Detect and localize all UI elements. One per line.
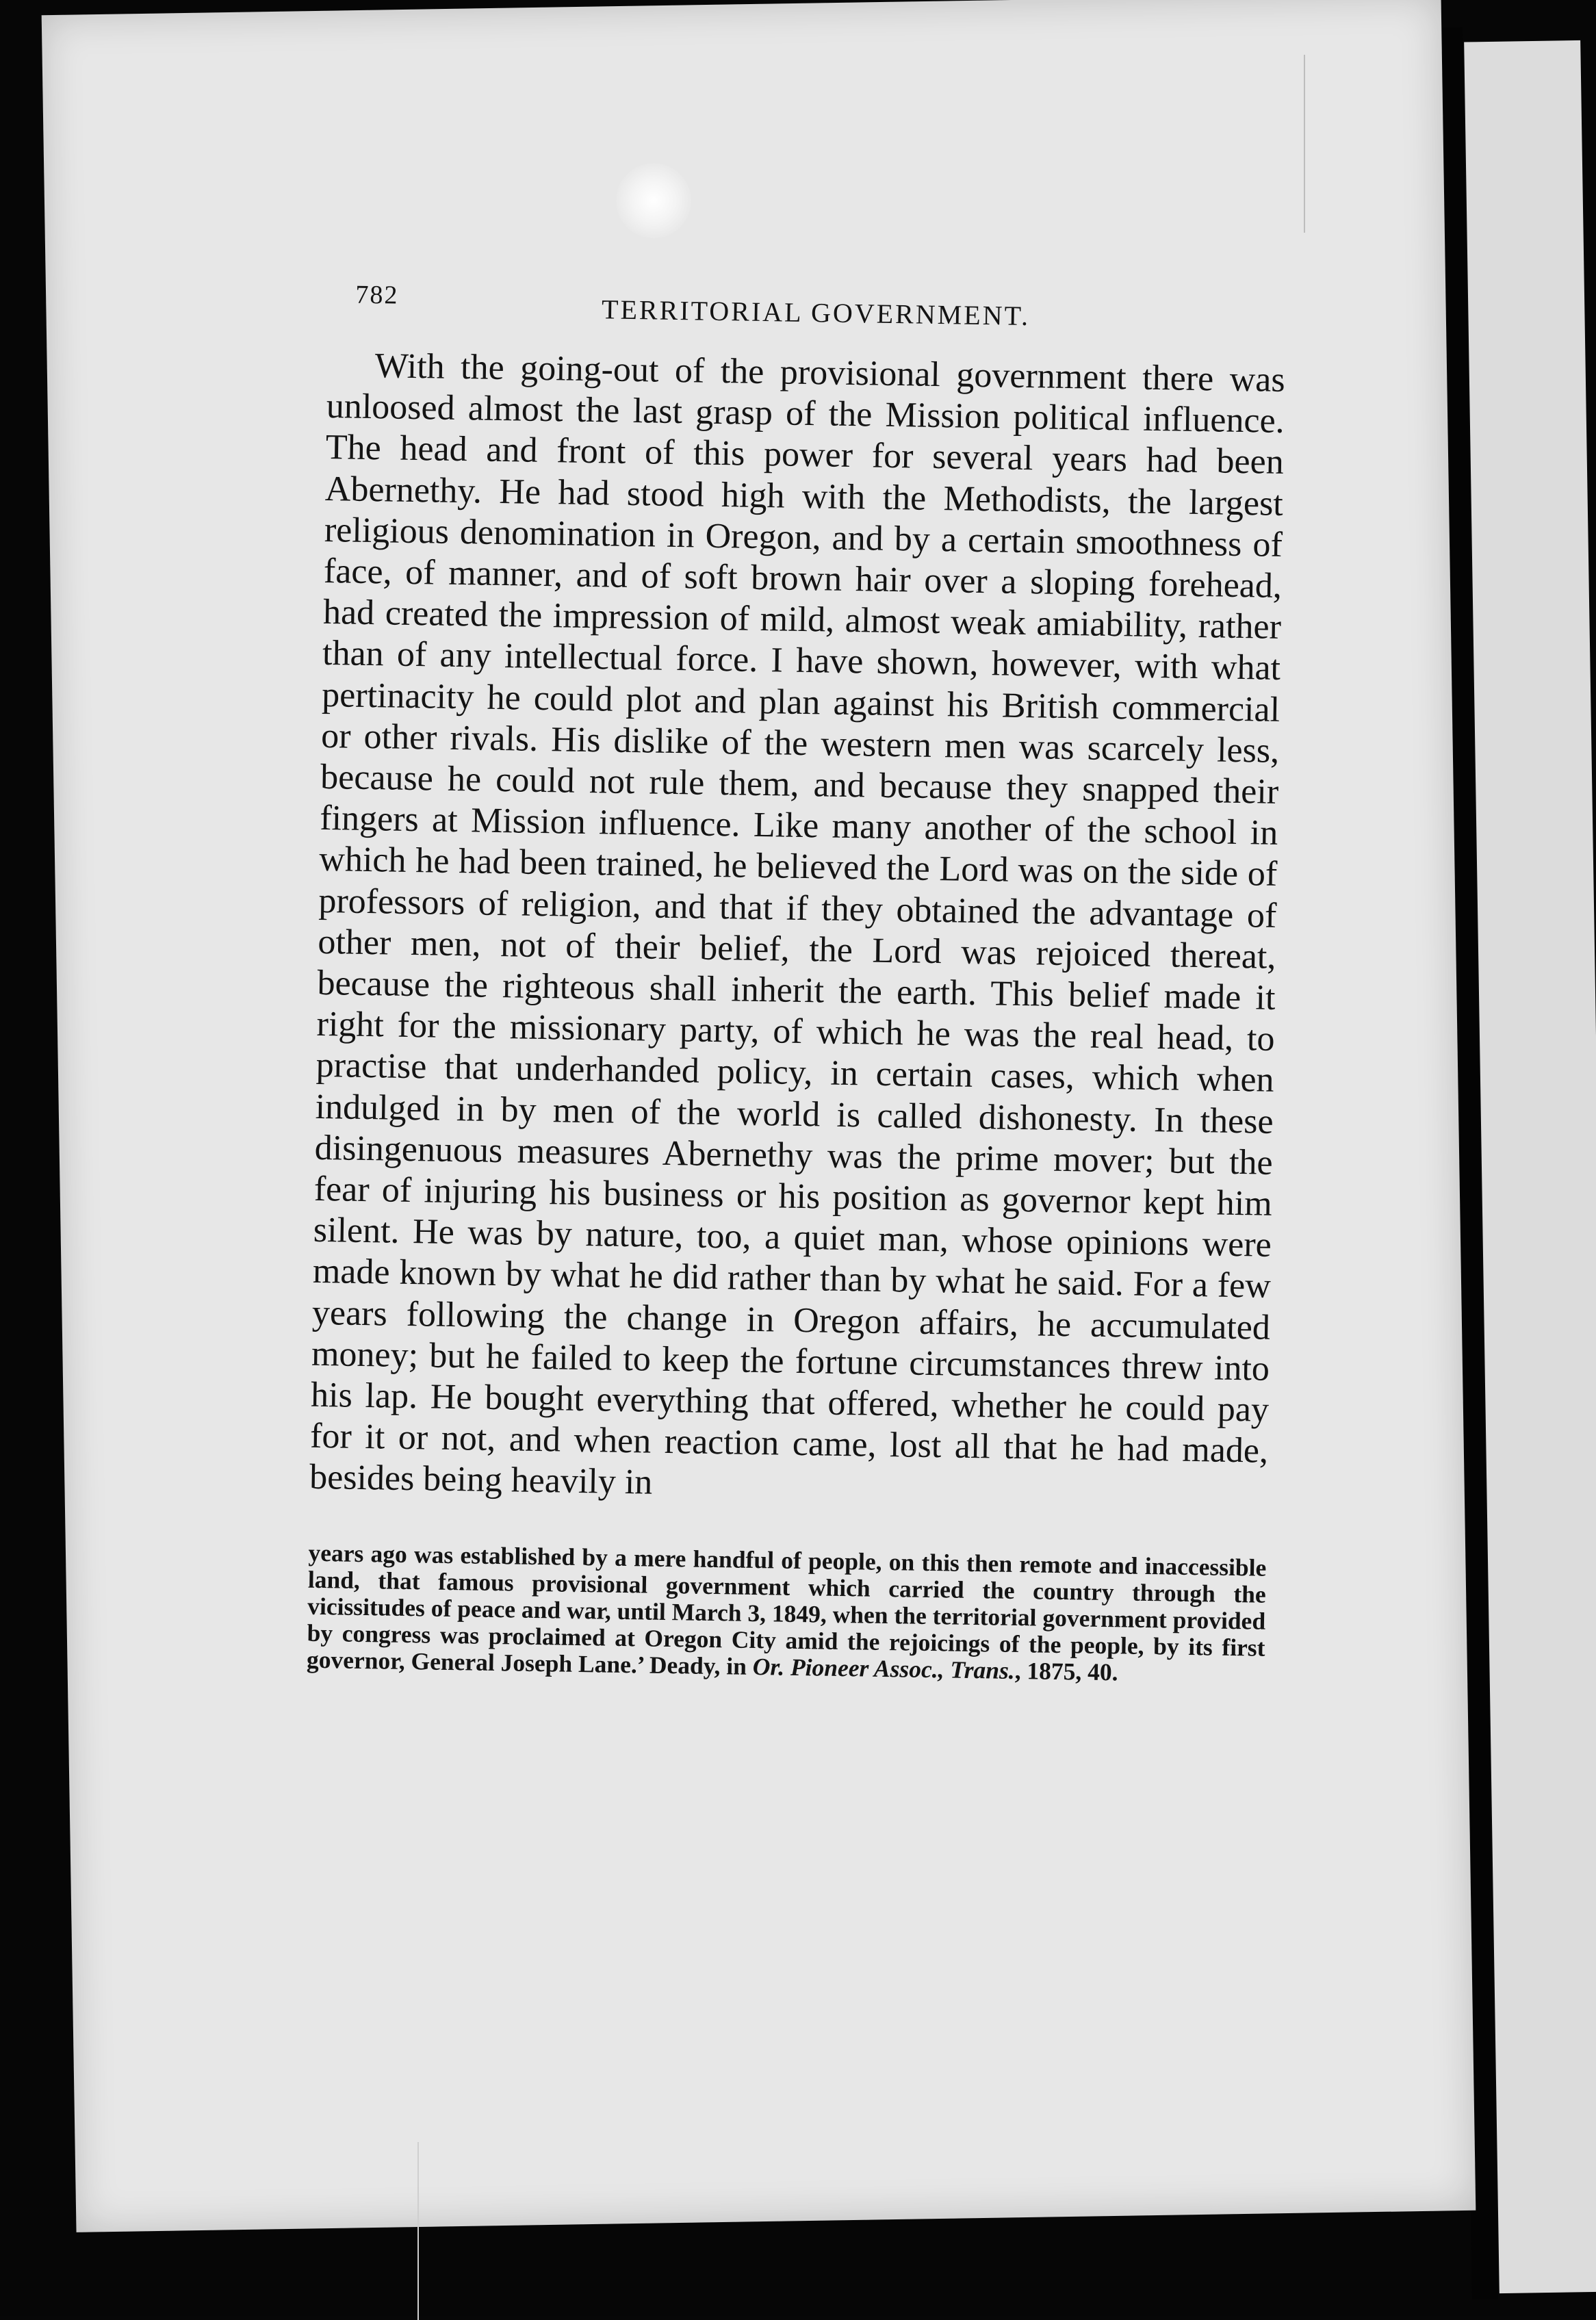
running-head-title: TERRITORIAL GOVERNMENT. — [601, 294, 1031, 332]
scan-glare — [615, 162, 692, 239]
footnote — [307, 1539, 1267, 1688]
body-paragraph: With the going-out of the provisional government there was unloosed almost the last grasp of the Mission political influence. The head and front of this power for several years had been Abernethy. He had stood high with the Methodists, the largest religious denomination in Oregon, and by a certain smoothness of face, of manner, and of soft brown hair over a sloping forehead, had created the impression of mild, almost weak amiability, rather than of any intellectual force. I have shown, however, with what pertinacity he could plot and plan against his British commercial or other rivals. His dislike of the western men was scarcely less, because he could not rule them, and because they snapped their fingers at Mission influence. Like many another of the school in which he had been trained, he believed the Lord was on the side of professors of religion, and that if they obtained the advantage of other men, not of their belief, the Lord was rejoiced thereat, because the righteous shall inherit the earth. This belief made it right for the missionary party, of which he was the real head, to practise that underhanded policy, in certain cases, which when indulged in by men of the world is called dishonesty. In these disingenuous measures Abernethy was the prime mover; but the fear of injuring his business or his position as governor kept him silent. He was by nature, too, a quiet man, whose opinions were made known by what he did rather than by what he said. For a few years following the change in Oregon affairs, he accumulated money; but he failed to keep the fortune circumstances threw into his lap. He bought everything that offered, whether he could pay for it or not, and when reaction came, lost all that he had made, besides being heavily in — [309, 346, 1286, 1503]
page-number: 782 — [355, 280, 399, 310]
footnote-text: years ago was established by a mere handful of people, on this then remote and inaccessible land, that famous provisional government which carried the country through the vicissitudes of peace and war, until March 3, 1849, when the territorial government provided by congress was proclaimed at Oregon City amid the rejoicings of the people, by its first governor, General Joseph Lane.’ Deady, in — [306, 1538, 1267, 1680]
footnote-citation: , 1875, 40. — [1014, 1656, 1118, 1686]
scan-artifact-line — [417, 2142, 419, 2320]
page-content — [306, 268, 1287, 1712]
scan-artifact-line — [1304, 55, 1305, 233]
footnote-source: Or. Pioneer Assoc., Trans. — [752, 1652, 1016, 1684]
